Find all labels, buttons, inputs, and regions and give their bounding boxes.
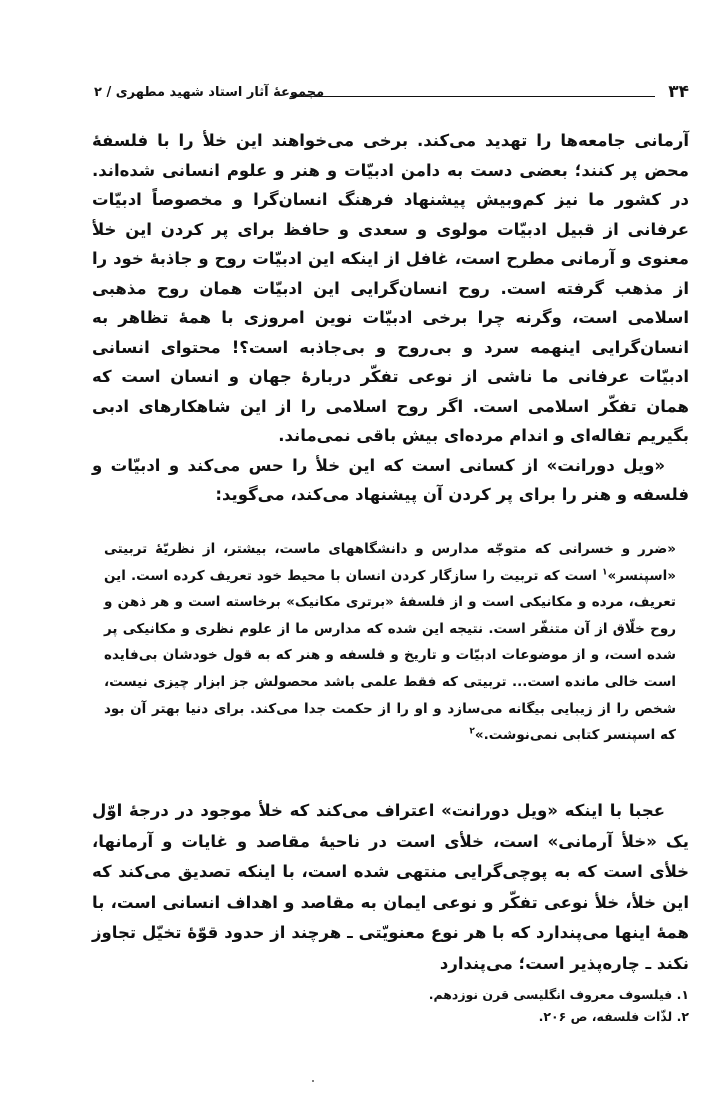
page-header [94,82,689,104]
footnote: ۱. فیلسوف معروف انگلیسی قرن نوزدهم. [428,987,689,1002]
main-text-continued [92,796,689,979]
page-number: ۳۴ [668,82,689,102]
footnote-marker: ۲ [469,726,475,737]
quote-part: «ضرر و خسرانی که متوجّه مدارس و دانشگاههای ماست، بیشتر، از نظریّهٔ تربیتی «اسپنسر» [104,541,676,584]
footnote-marker: ۱ [601,567,608,578]
header-rule [290,96,655,97]
quote-text [104,536,676,749]
paragraph: «ویل دورانت» از کسانی است که این خلأ را حس می‌کند و ادبیّات و فلسفه و هنر را برای پر کردن آن پیشنهاد می‌کند، می‌گوید: [92,455,689,504]
paper-speck [312,1080,314,1082]
footnote: ۲. لذّات فلسفه، ص ۲۰۶. [538,1009,689,1024]
quote-part: است که تربیت را سازگار کردن انسان با محیط خود تعریف کرده است. این تعریف، مرده و مکانیکی است و از فلسفهٔ «برتری مکانیک» برخاسته است و هر ذهن و روح خلّاق از آن متنفّر است. نتیجه این شده که مدارس ما از علوم نظری و مکانیکی پر شده است، و از موضوعات ادبیّات و تاریخ و فلسفه و هنر که به قول خودشان بی‌فایده است خالی مانده است... تربیتی که فقط علمی باشد محصولش جز ابزار چیزی نیست، شخص را از زیبایی بیگانه می‌سازد و او را از حکمت جدا می‌کند. برای دنیا بهتر آن بود که اسپنسر کتابی نمی‌نوشت.» [104,567,676,744]
paragraph: عجبا با اینکه «ویل دورانت» اعتراف می‌کند که خلأ موجود در درجهٔ اوّل یک «خلأ آرمانی» است، خلأی است در ناحیهٔ مقاصد و غایات و آرمانها، خلأی است که به پوچی‌گرایی منتهی شده است، با اینکه تصدیق می‌کند که این خلأ، خلأ نوعی تفکّر و نوعی ایمان به مقاصد و اهداف انسانی است، با همهٔ اینها می‌پندارد که با هر نوع معنویّتی ـ هرچند از حدود قوّهٔ تخیّل تجاوز نکند ـ چاره‌پذیر است؛ می‌پندارد [92,801,689,973]
main-text [92,126,689,510]
paragraph: آرمانی جامعه‌ها را تهدید می‌کند. برخی می‌خواهند این خلأ را با فلسفهٔ محض پر کنند؛ بعضی دست به دامن ادبیّات و هنر و علوم انسانی شده‌اند. در کشور ما نیز کم‌وبیش پیشنهاد فرهنگ انسان‌گرا و مخصوصاً ادبیّات عرفانی از قبیل ادبیّات مولوی و سعدی و حافظ برای پر کردن این خلأ معنوی و آرمانی مطرح است، غافل از اینکه این ادبیّات روح و جاذبهٔ خود را از مذهب گرفته است. روح انسان‌گرایی این ادبیّات همان روح مذهبی اسلامی است، وگرنه چرا برخی ادبیّات نوین امروزی با همهٔ تظاهر به انسان‌گرایی اینهمه سرد و بی‌روح و بی‌جاذبه است؟! محتوای انسانی ادبیّات عرفانی ما ناشی از نوعی تفکّر دربارهٔ جهان و انسان است که همان تفکّر اسلامی است. اگر روح اسلامی را از این شاهکارهای ادبی بگیریم تفاله‌ای و اندام مرده‌ای بیش باقی نمی‌ماند. [92,131,689,445]
block-quote [104,536,676,749]
running-title: مجموعهٔ آثار استاد شهید مطهری / ۲ [94,85,325,100]
footnotes [429,984,689,1028]
